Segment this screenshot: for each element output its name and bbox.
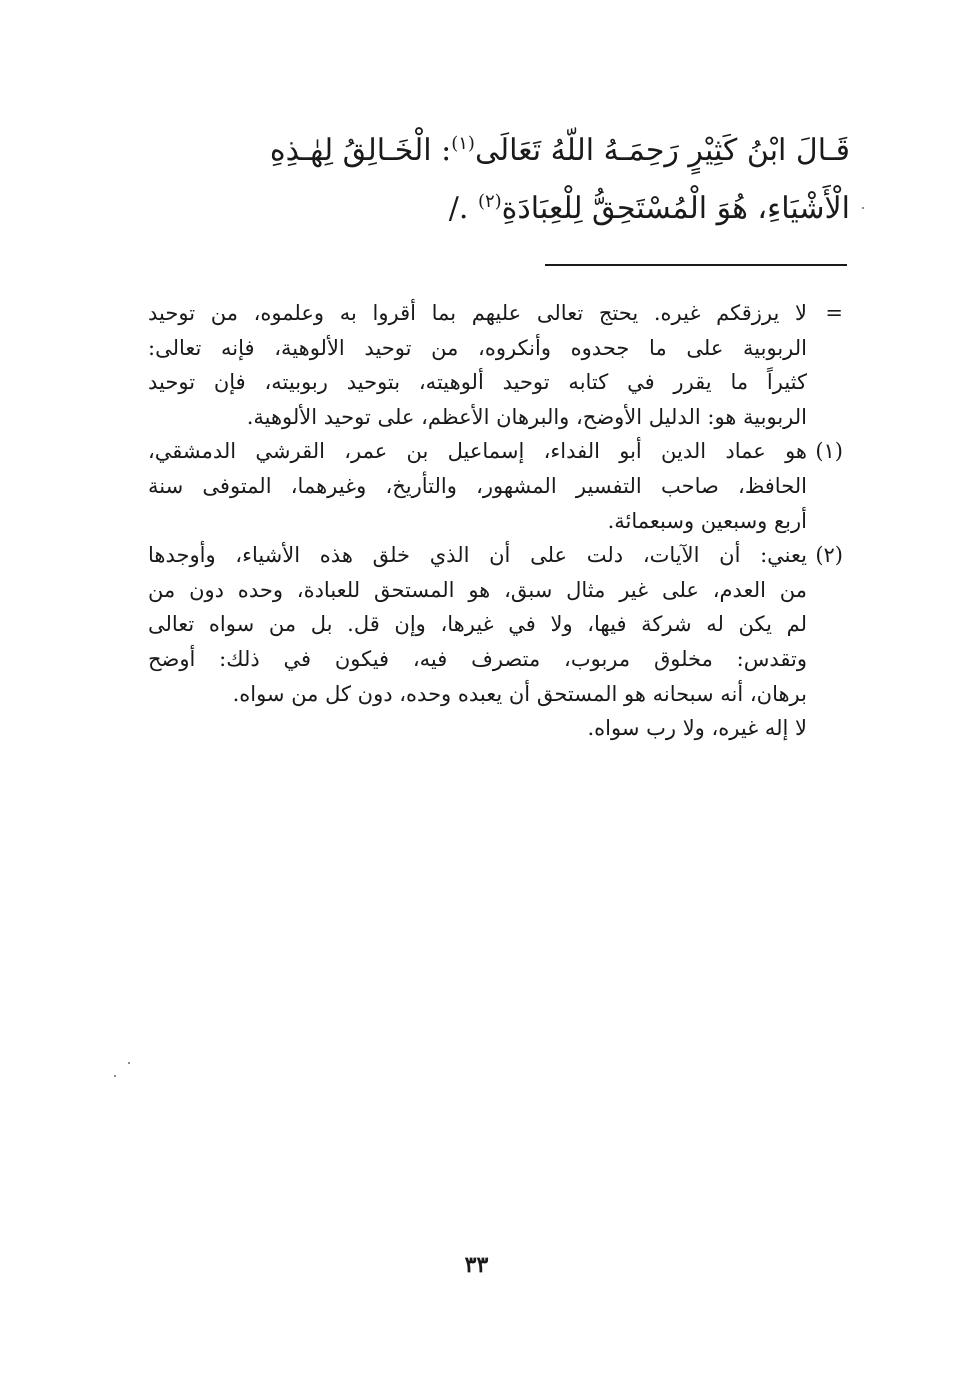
- footnote-1: [148, 434, 843, 538]
- footnote-2: [148, 538, 843, 746]
- footnotes: [148, 296, 843, 746]
- footnote-line: الربوبية على ما جحدوه وأنكروه، من توحيد الألوهية، فإنه تعالى:: [148, 335, 807, 360]
- footnote-line: لا إله غيره، ولا رب سواه.: [587, 716, 807, 741]
- footnote-line: يعني: أن الآيات، دلت على أن الذي خلق هذه الأشياء، وأوجدها: [148, 543, 807, 568]
- footnote-marker: (١): [815, 439, 843, 464]
- footnote-line: لا يرزقكم غيره. يحتج تعالى عليهم بما أقروا به وعلموه، من توحيد: [148, 301, 807, 325]
- scan-speck: [862, 207, 864, 209]
- footnote-ref-1: (١): [451, 133, 475, 154]
- scan-speck: [128, 1062, 130, 1064]
- footnote-line: الحافظ، صاحب التفسير المشهور، والتأريخ، وغيرهما، المتوفى سنة: [148, 473, 807, 498]
- main-text-line-2-start: الْأَشْيَاءِ، هُوَ الْمُسْتَحِقُّ لِلْعِبَادَةِ: [501, 191, 850, 226]
- footnote-divider: [545, 264, 847, 266]
- main-text-line-2-end: ./: [448, 191, 478, 226]
- footnote-line: وتقدس: مخلوق مربوب، متصرف فيه، فيكون في ذلك: أوضح: [148, 646, 807, 671]
- page-number: ٣٣: [464, 1252, 489, 1278]
- footnote-marker: =: [825, 301, 843, 325]
- footnote-line: أربع وسبعين وسبعمائة.: [607, 508, 807, 533]
- main-text-line-1: [138, 122, 850, 180]
- footnote-continuation: [148, 296, 843, 434]
- footnote-line: من العدم، على غير مثال سبق، هو المستحق للعبادة، وحده دون من: [148, 577, 807, 602]
- footnote-line: برهان، أنه سبحانه هو المستحق أن يعبده وحده، دون كل من سواه.: [232, 681, 807, 706]
- footnote-line: الربوبية هو: الدليل الأوضح، والبرهان الأعظم، على توحيد الألوهية.: [246, 404, 807, 429]
- footnote-line: لم يكن له شركة فيها، ولا في غيرها، وإن قل. بل من سواه تعالى: [148, 612, 807, 637]
- footnote-line: كثيراً ما يقرر في كتابه توحيد ألوهيته، بتوحيد ربوبيته، فإن توحيد: [148, 370, 807, 395]
- footnote-line: هو عماد الدين أبو الفداء، إسماعيل بن عمر، القرشي الدمشقي،: [148, 439, 807, 464]
- main-text-line-1-end: : الْخَـالِقُ لِهٰـذِهِ: [269, 133, 452, 168]
- main-text: [138, 122, 850, 238]
- scan-speck: [114, 1075, 116, 1077]
- footnote-ref-2: (٢): [477, 191, 502, 212]
- footnote-marker: (٢): [815, 543, 843, 568]
- main-text-line-2: [138, 180, 850, 238]
- main-text-line-1-start: قَـالَ ابْنُ كَثِيْرٍ رَحِمَـهُ اللّهُ تَعَالَى: [474, 133, 850, 168]
